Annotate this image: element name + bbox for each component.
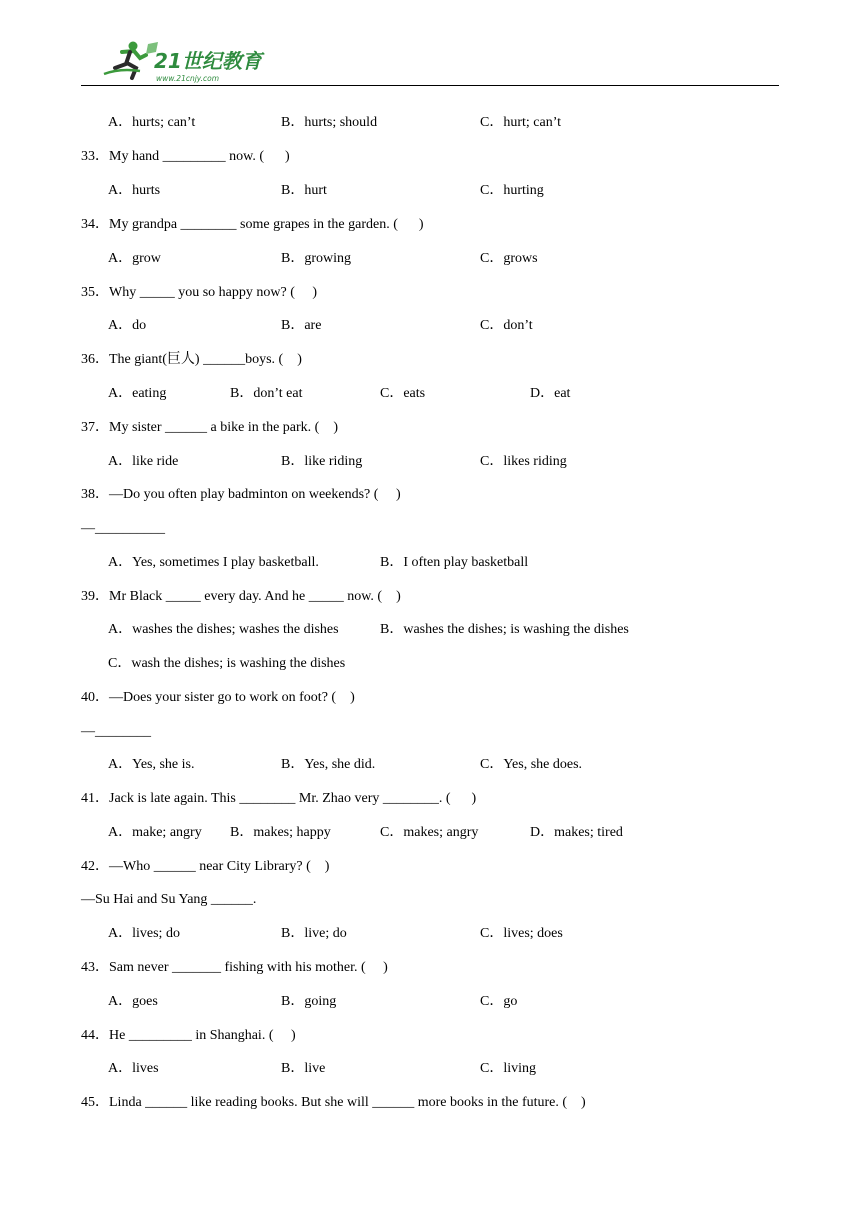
option: C．hurting xyxy=(480,183,544,198)
logo-text: 21世纪教育 xyxy=(154,49,262,73)
option: C．Yes, she does. xyxy=(480,757,583,772)
option: A．eating xyxy=(108,386,167,401)
option: B．are xyxy=(281,318,322,333)
question-text: 40．—Does your sister go to work on foot? ( ) xyxy=(81,690,355,705)
option: A．goes xyxy=(108,994,158,1009)
option: B．like riding xyxy=(281,454,363,469)
question-text: 42．—Who ______ near City Library? ( ) xyxy=(81,859,330,874)
option: A．make; angry xyxy=(108,825,202,840)
option: B．washes the dishes; is washing the dishes xyxy=(380,622,629,637)
question-text: 43．Sam never _______ fishing with his mother. ( ) xyxy=(81,960,388,975)
option: B．hurts; should xyxy=(281,115,378,130)
option: A．washes the dishes; washes the dishes xyxy=(108,622,339,637)
option: A．grow xyxy=(108,251,161,266)
option: A．Yes, she is. xyxy=(108,757,195,772)
option: A．do xyxy=(108,318,147,333)
option: C．likes riding xyxy=(480,454,567,469)
option: C．grows xyxy=(480,251,538,266)
question-text: 44．He _________ in Shanghai. ( ) xyxy=(81,1028,296,1043)
option: B．don’t eat xyxy=(230,386,303,401)
option: B．live; do xyxy=(281,926,347,941)
question-text: 45．Linda ______ like reading books. But she will ______ more books in the future. ( ) xyxy=(81,1095,586,1110)
option: B．growing xyxy=(281,251,351,266)
option: A．lives; do xyxy=(108,926,180,941)
answer-line: —Su Hai and Su Yang ______. xyxy=(81,892,257,907)
option: B．hurt xyxy=(281,183,327,198)
option: A．hurts; can’t xyxy=(108,115,196,130)
question-text: 35．Why _____ you so happy now? ( ) xyxy=(81,285,318,300)
option: C．makes; angry xyxy=(380,825,479,840)
option: B．makes; happy xyxy=(230,825,331,840)
question-text: 41．Jack is late again. This ________ Mr. Zhao very ________. ( ) xyxy=(81,791,477,806)
question-text: 33．My hand _________ now. ( ) xyxy=(81,149,290,164)
option: B．I often play basketball xyxy=(380,555,529,570)
question-text: 36．The giant(巨人) ______boys. ( ) xyxy=(81,352,302,367)
question-text: 37．My sister ______ a bike in the park. ( ) xyxy=(81,420,339,435)
option: C．lives; does xyxy=(480,926,563,941)
question-text: 34．My grandpa ________ some grapes in the garden. ( ) xyxy=(81,217,424,232)
option: B．live xyxy=(281,1061,326,1076)
option: C．living xyxy=(480,1061,537,1076)
option: C．hurt; can’t xyxy=(480,115,562,130)
logo-url: www.21cnjy.com xyxy=(156,74,220,83)
question-text: 38．—Do you often play badminton on weekends? ( ) xyxy=(81,487,401,502)
option: A．like ride xyxy=(108,454,179,469)
option: B．going xyxy=(281,994,337,1009)
option: C．don’t xyxy=(480,318,533,333)
option: C．go xyxy=(480,994,518,1009)
option: C．eats xyxy=(380,386,426,401)
option: D．eat xyxy=(530,386,571,401)
option: C．wash the dishes; is washing the dishes xyxy=(108,656,346,671)
option: D．makes; tired xyxy=(530,825,623,840)
answer-line: —__________ xyxy=(81,521,165,536)
question-text: 39．Mr Black _____ every day. And he _____ now. ( ) xyxy=(81,589,401,604)
option: A．lives xyxy=(108,1061,159,1076)
answer-line: —________ xyxy=(81,724,151,739)
option: B．Yes, she did. xyxy=(281,757,376,772)
option: A．Yes, sometimes I play basketball. xyxy=(108,555,319,570)
option: A．hurts xyxy=(108,183,161,198)
